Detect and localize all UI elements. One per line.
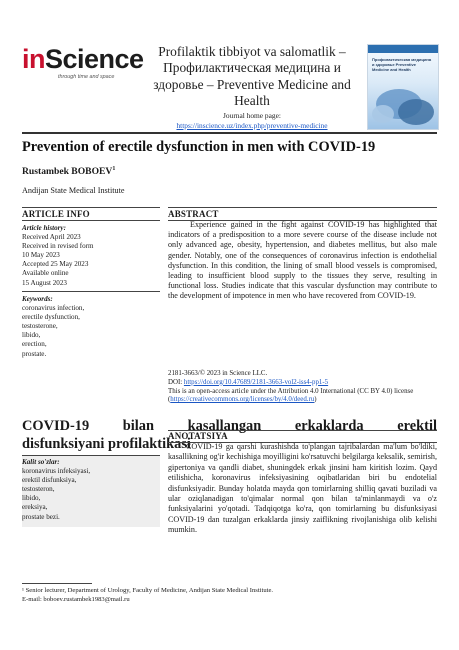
uzbek-title-word: erektil — [397, 418, 437, 434]
license-link[interactable]: https://creativecommons.org/licenses/by/4.0/deed.ru — [170, 396, 315, 404]
license-text-end: ) — [314, 396, 317, 404]
logo-in-text: in — [22, 44, 45, 74]
author-footnote-mark: 1 — [112, 166, 116, 172]
uzbek-keywords-block — [22, 458, 160, 522]
inscience-logo — [22, 44, 144, 90]
anot-heading: ANOTATSIYA — [168, 431, 228, 441]
uzbek-keyword-item: testosteron, — [22, 485, 55, 494]
logo-tagline: through time and space — [58, 74, 115, 80]
license-text: This is an open-access article under the Attribution 4.0 International (CC BY 4.0) license ( — [168, 387, 414, 404]
keyword-item: erectile dysfunction, — [22, 313, 80, 322]
history-line: 15 August 2023 — [22, 278, 67, 287]
keyword-item: erection, — [22, 340, 47, 349]
cover-top-bar — [368, 45, 438, 53]
history-line: Accepted 25 May 2023 — [22, 260, 89, 269]
article-history — [22, 224, 160, 288]
history-line: Received in revised form — [22, 242, 94, 251]
uzbek-title-word: COVID-19 — [22, 418, 90, 434]
keyword-item: prostate. — [22, 349, 47, 358]
cover-art-blob — [398, 99, 434, 125]
footnote-email: E-mail: boboev.rustambek1983@mail.ru — [22, 596, 130, 603]
uzbek-keyword-item: ereksiya, — [22, 503, 48, 512]
uzbek-title-word: bilan — [122, 418, 154, 434]
uzbek-keywords-label: Kalit so'zlar: — [22, 458, 60, 466]
doi-label: DOI: — [168, 378, 183, 386]
uzbek-keyword-item: koronavirus infeksiyasi, — [22, 467, 91, 476]
anot-text: COVID-19 ga qarshi kurashishda to'plangan tajribalardan ma'lum bo'ldiki, kasallikning og'ir kechishiga moyilligini ko'rsatuvchi belgilarga keksalik, semirish, gipertoniya va qandli diabet, shuningdek erkak jinsini ham kiritish lozim. Qayd etilishicha, koronavirus infeksiyasining oqibatlaridan biri bu endotelial disfunksiyadir. Bunday holatda mayda qon tomirlarning shilliq qavati buziladi va ular oziqlanadigan to'qimalar normal qon bilan ta'minlanmaydi va o'z funksiyalarini yo'qotadi. Tadqiqotga ko'ra, qon tomirlarning bu disfunksiyasi COVID-19 dan tuzalgan erkaklarda jinsiy zaiflikning rivojlanishiga olib kelishi mumkin. — [168, 442, 437, 535]
doi-line — [168, 379, 437, 388]
uzbek-keyword-item: libido, — [22, 494, 41, 503]
header-divider — [22, 132, 437, 134]
cover-title: Профилактическая медицина и здоровье Preventive Medicine and Health — [372, 57, 432, 72]
article-history-label: Article history: — [22, 224, 66, 232]
author-name — [22, 163, 115, 178]
keyword-item: testosterone, — [22, 322, 58, 331]
keyword-item: coronavirus infection, — [22, 304, 85, 313]
author-name-text: Rustambek BOBOEV — [22, 166, 113, 178]
journal-title: Profilaktik tibbiyot va salomatlik – Профилактическая медицина и здоровье – Preventive Medicine and Health — [153, 44, 351, 109]
keywords-label: Keywords: — [22, 295, 53, 303]
keywords-rule — [22, 291, 160, 292]
issn-line: 2181-3663/© 2023 in Science LLC. — [168, 370, 268, 377]
journal-home — [140, 111, 364, 131]
uzbek-keyword-item: erektil disfunksiya, — [22, 476, 77, 485]
journal-cover-image — [367, 44, 439, 130]
keywords-block — [22, 295, 160, 359]
history-line: 10 May 2023 — [22, 251, 60, 260]
paper-title: Prevention of erectile dysfunction in men with COVID-19 — [22, 139, 376, 155]
logo-science-text: Science — [45, 44, 144, 74]
doi-link[interactable]: https://doi.org/10.47689/2181-3663-vol2-iss4-pp1-5 — [183, 378, 329, 386]
uzbek-keyword-item: prostate bezi. — [22, 512, 60, 521]
journal-home-label: Journal home page: — [223, 111, 281, 120]
footnote-line: ¹ Senior lecturer, Department of Urology, Faculty of Medicine, Andijan State Medical Institute. — [22, 587, 274, 594]
history-line: Received April 2023 — [22, 233, 81, 242]
article-info-rule-top — [22, 207, 160, 208]
article-info-rule-bottom — [22, 220, 160, 221]
abstract-meta — [168, 370, 437, 405]
logo-wordmark — [22, 44, 144, 74]
uzbek-title-word: kasallangan — [187, 418, 262, 434]
abstract-text: Experience gained in the fight against COVID-19 has highlighted that indicators of a predisposition to a more severe course of the disease include not only advanced age, obesity, hypertension, and diabetes mellitus, but also male gender. Notably, one of the consequences of coronavirus infection is endothelial dysfunction. In this condition, the lining of small blood vessels is compromised, leading to insufficient blood supply to the tissues they serve, resulting in functional loss. Studies indicate that this vascular dysfunction may contribute to the development of impotence in men who have recovered from COVID-19. — [168, 220, 437, 301]
affiliation: Andijan State Medical Institute — [22, 186, 125, 195]
uzbek-title-line1 — [22, 418, 437, 436]
uzbek-title-word: erkaklarda — [294, 418, 364, 434]
uzbek-title-line2: disfunksiyani profilaktikasi — [22, 435, 191, 452]
article-info-heading: ARTICLE INFO — [22, 209, 90, 219]
abstract-heading: ABSTRACT — [168, 209, 219, 219]
history-line: Available online — [22, 269, 69, 278]
journal-home-link[interactable]: https://inscience.uz/index.php/preventive-medicine — [176, 121, 328, 130]
cover-art-blob — [372, 105, 394, 123]
footnote-rule — [22, 583, 92, 584]
abstract-rule-top — [168, 207, 437, 208]
keyword-item: libido, — [22, 331, 41, 340]
license-line — [168, 388, 437, 406]
uzbek-keywords-rule — [22, 455, 160, 456]
footnote — [22, 586, 437, 604]
